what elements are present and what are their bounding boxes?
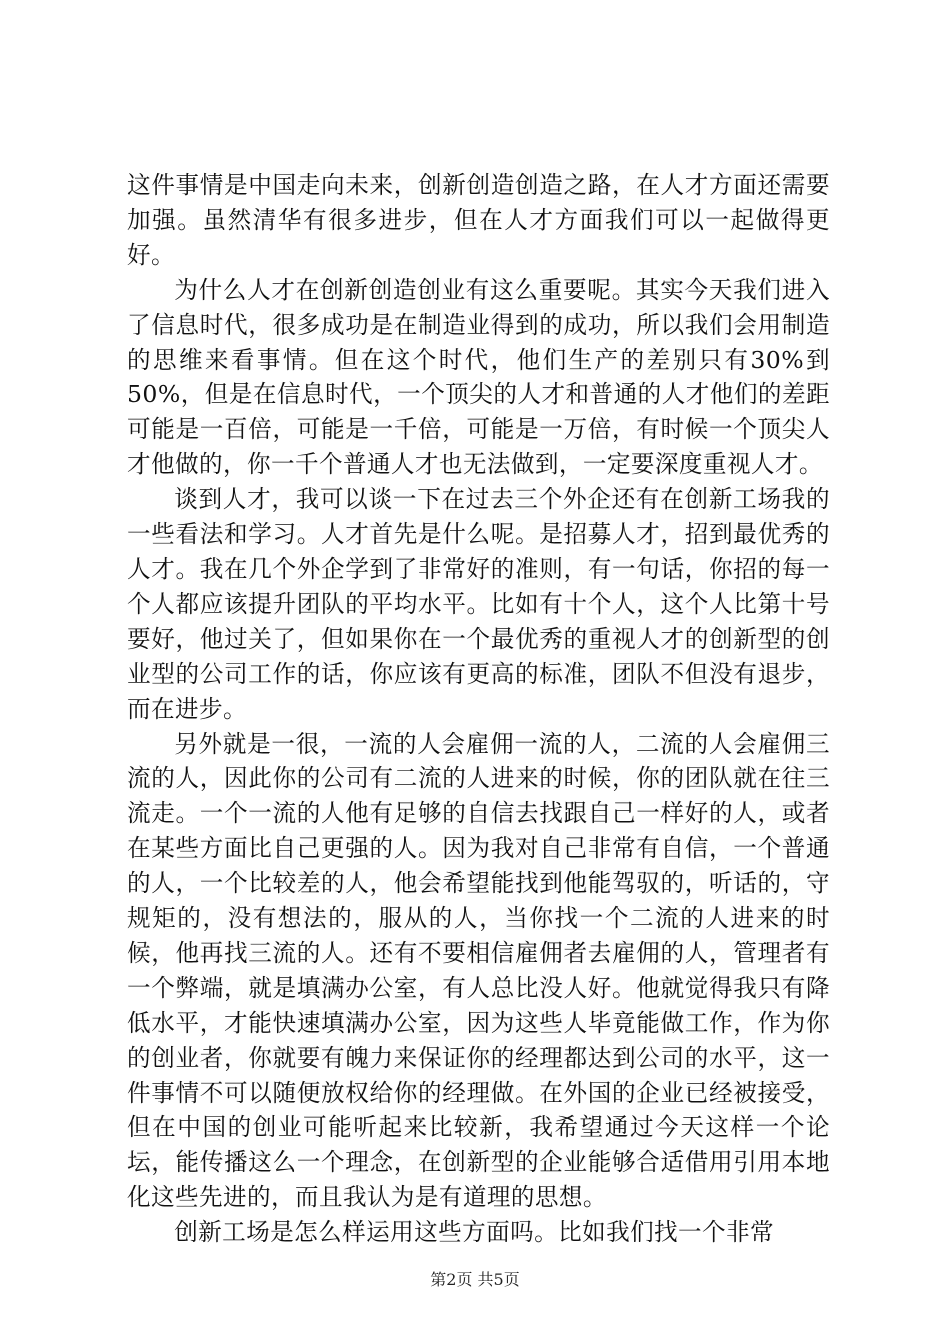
paragraph-2: 为什么人才在创新创造创业有这么重要呢。其实今天我们进入了信息时代，很多成功是在制造业得到的成功，所以我们会用制造的思维来看事情。但在这个时代，他们生产的差别只有30%到50%，但是在信息时代，一个顶尖的人才和普通的人才他们的差距可能是一百倍，可能是一千倍，可能是一万倍，有时候一个顶尖人才他做的，你一千个普通人才也无法做到，一定要深度重视人才。 [127, 275, 830, 479]
paragraph-1: 这件事情是中国走向未来，创新创造创造之路，在人才方面还需要加强。虽然清华有很多进步，但在人才方面我们可以一起做得更好。 [127, 171, 830, 269]
page-footer: 第2页 共5页 [430, 1270, 520, 1289]
document-body [127, 168, 830, 1250]
paragraph-4: 另外就是一很，一流的人会雇佣一流的人，二流的人会雇佣三流的人，因此你的公司有二流的人进来的时候，你的团队就在往三流走。一个一流的人他有足够的自信去找跟自己一样好的人，或者在某些方面比自己更强的人。因为我对自己非常有自信，一个普通的人，一个比较差的人，他会希望能找到他能驾驭的，听话的，守规矩的，没有想法的，服从的人，当你找一个二流的人进来的时候，他再找三流的人。还有不要相信雇佣者去雇佣的人，管理者有一个弊端，就是填满办公室，有人总比没人好。他就觉得我只有降低水平，才能快速填满办公室，因为这些人毕竟能做工作，作为你的创业者，你就要有魄力来保证你的经理都达到公司的水平，这一件事情不可以随便放权给你的经理做。在外国的企业已经被接受，但在中国的创业可能听起来比较新，我希望通过今天这样一个论坛，能传播这么一个理念，在创新型的企业能够合适借用引用本地化这些先进的，而且我认为是有道理的思想。 [127, 729, 830, 1212]
paragraph-5: 创新工场是怎么样运用这些方面吗。比如我们找一个非常 [174, 1218, 775, 1247]
paragraph-3: 谈到人才，我可以谈一下在过去三个外企还有在创新工场我的一些看法和学习。人才首先是什么呢。是招募人才，招到最优秀的人才。我在几个外企学到了非常好的准则，有一句话，你招的每一个人都应该提升团队的平均水平。比如有十个人，这个人比第十号要好，他过关了，但如果你在一个最优秀的重视人才的创新型的创业型的公司工作的话，你应该有更高的标准，团队不但没有退步，而在进步。 [127, 485, 830, 723]
